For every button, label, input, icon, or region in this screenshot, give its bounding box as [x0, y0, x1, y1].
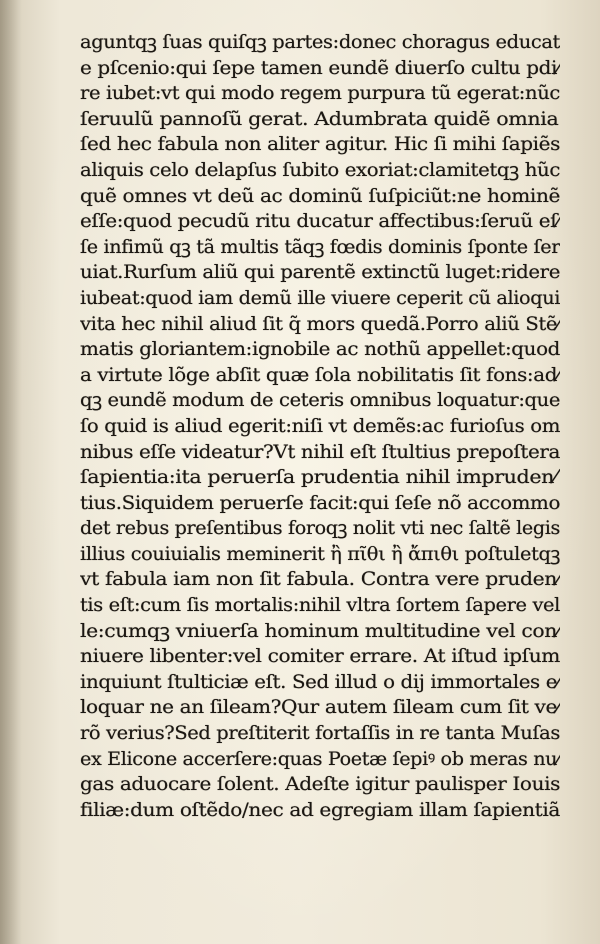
- text-line: vita hec nihil aliud ſit q̃ mors quedã.Porro aliũ Stẽ⁄: [80, 313, 560, 335]
- text-line: e pſcenio:qui ſepe tamen eundẽ diuerſo cultu pdi⁄: [80, 57, 560, 79]
- text-line: ſe infimũ qꝫ tã multis tãqꝫ fœdis dominis ſponte ſer: [80, 236, 560, 258]
- text-line: det rebus preſentibus foroqꝫ nolit vti nec ſaltẽ legis: [80, 518, 560, 540]
- text-line: uiat.Rurſum aliũ qui parentẽ extinctũ luget:ridere: [80, 262, 560, 284]
- text-line: ſed hec fabula non aliter agitur. Hic ſi mihi ſapiẽs: [80, 134, 560, 156]
- text-line: matis gloriantem:ignobile ac nothũ appellet:quod: [80, 339, 560, 361]
- page-text-block: [80, 30, 560, 823]
- binding-shadow: [0, 0, 22, 944]
- text-line: tis eſt:cum ſis mortalis:nihil vltra ſortem ſapere vel: [80, 595, 560, 617]
- text-line: niuere libenter:vel comiter errare. At iſtud ipſum: [80, 646, 560, 668]
- text-line: vt fabula iam non ſit fabula. Contra vere pruden⁄: [80, 569, 560, 591]
- text-line: a virtute lõge abſit quæ ſola nobilitatis ſit fons:ad⁄: [80, 364, 560, 386]
- text-line: illius couiuialis meminerit ἢ πῖθι ἢ ἄπιθι poſtuletqꝫ: [80, 543, 560, 565]
- text-line: aguntqꝫ ſuas quiſqꝫ partes:donec choragus educat: [80, 32, 560, 53]
- text-line: ſeruulũ pannoſũ gerat. Adumbrata quidẽ omnia: [80, 108, 559, 130]
- text-line: loquar ne an ſileam?Qur autem ſileam cum ſit ve⁄: [80, 697, 560, 719]
- text-line: le:cumqꝫ vniuerſa hominum multitudine vel con⁄: [80, 620, 560, 642]
- text-line: ſo quid is aliud egerit:niſi vt demẽs:ac furioſus om: [80, 415, 560, 437]
- text-line: aliquis celo delapſus ſubito exoriat:clamitetqꝫ hũc: [80, 159, 560, 181]
- text-line: rõ verius?Sed preſtiterit fortaſſis in re tanta Muſas: [80, 723, 560, 745]
- text-line: nibus eſſe videatur?Vt nihil eſt ſtultius prepoſtera: [80, 441, 560, 463]
- text-line: inquiunt ſtulticiæ eſt. Sed illud o dij immortales e⁄: [80, 671, 560, 693]
- text-line: iubeat:quod iam demũ ille viuere ceperit cũ alioqui: [80, 287, 560, 309]
- text-line: gas aduocare ſolent. Adeſte igitur paulisper Iouis: [80, 774, 560, 796]
- text-line: eſſe:quod pecudũ ritu ducatur affectibus:ſeruũ eſ⁄: [80, 211, 560, 233]
- text-line: ex Elicone accerſere:quas Poetæ ſepiꝰ ob meras nu⁄: [80, 748, 560, 770]
- text-line: qꝫ eundẽ modum de ceteris omnibus loquatur:que: [80, 390, 560, 412]
- text-line: filiæ:dum oſtẽdo/nec ad egregiam illam ſapientiã: [80, 799, 560, 821]
- text-line: tius.Siquidem peruerſe facit:qui ſeſe nõ accommo: [80, 492, 560, 514]
- text-line: quẽ omnes vt deũ ac dominũ ſuſpiciũt:ne hominẽ: [80, 185, 560, 207]
- text-line: ſapientia:ita peruerſa prudentia nihil impruden⁄: [80, 467, 558, 489]
- text-line: re iubet:vt qui modo regem purpura tũ egerat:nũc: [80, 83, 560, 105]
